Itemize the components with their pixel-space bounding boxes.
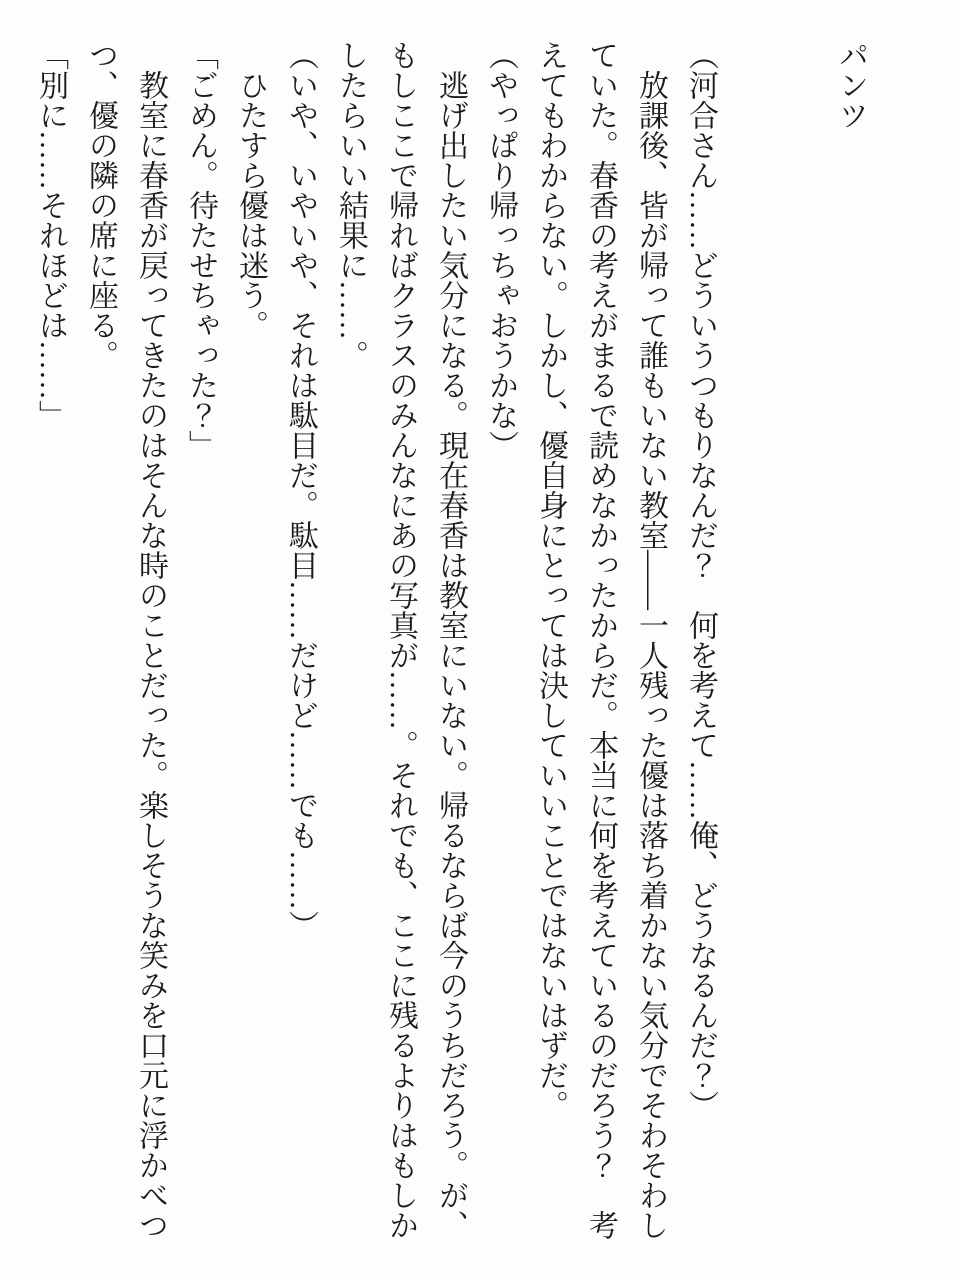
narration-paragraph: 放課後、皆が帰って誰もいない教室――一人残った優は落ち着かない気分でそわそわしていた。春香の考えがまるで読めなかったからだ。本当に何を考えているのだろう？ 考えてもわからない。しかし、優自身にとっては決していいことではないはずだ。 — [534, 40, 667, 1240]
narration-paragraph: ひたすら優は迷う。 — [234, 70, 267, 340]
narration-paragraph: 逃げ出したい気分になる。現在春香は教室にいない。帰るならば今のうちだろう。が、もしここで帰ればクラスのみんなにあの写真が……。それでも、ここに残るよりはもしかしたらいい結果に……。 — [334, 40, 467, 1240]
thought-paragraph: （いや、いやいや、それは駄目だ。駄目……だけど……でも……） — [284, 40, 317, 940]
narration-paragraph: 教室に春香が戻ってきたのはそんな時のことだった。楽しそうな笑みを口元に浮かべつつ、優の隣の席に座る。 — [84, 40, 167, 1240]
dialogue-paragraph: 「ごめん。待たせちゃった？」 — [184, 40, 217, 460]
thought-paragraph: （河合さん……どういうつもりなんだ？ 何を考えて……俺、どうなるんだ？） — [684, 40, 717, 1120]
vertical-text-body — [25, 40, 875, 1250]
dialogue-paragraph: 「別に……それほどは……」 — [34, 40, 67, 430]
page-title: パンツ — [834, 40, 867, 130]
thought-paragraph: （やっぱり帰っちゃおうかな） — [484, 40, 517, 460]
